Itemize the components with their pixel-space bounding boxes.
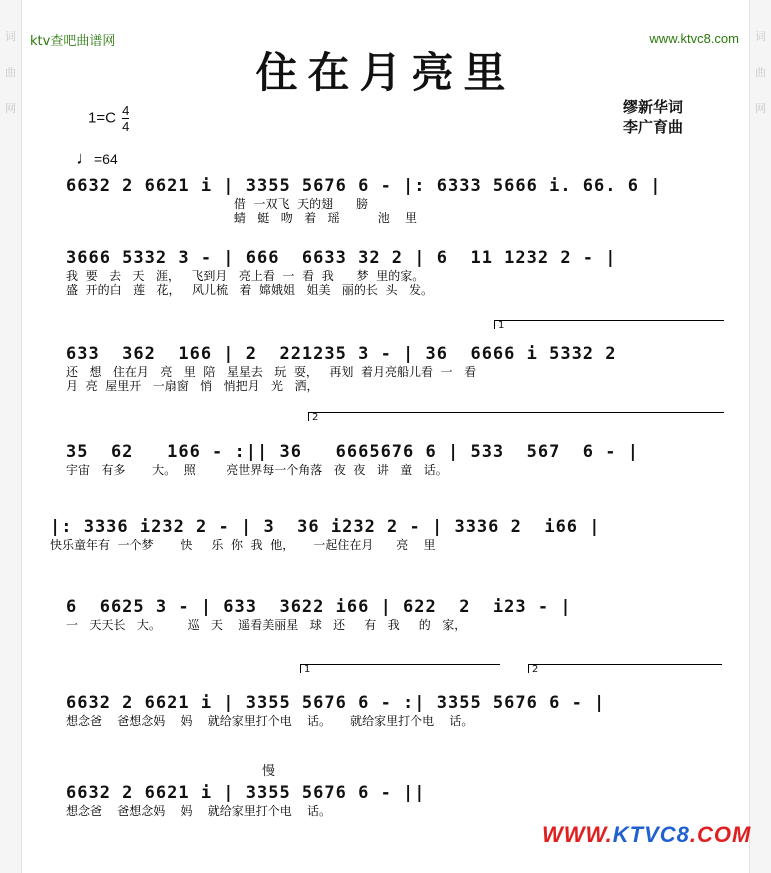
notation: |: 3336 i232 2 - | 3 36 i232 2 - | 3336 2 i66 | xyxy=(50,517,601,537)
watermark-char: 词 xyxy=(755,30,766,43)
lyric-verse-2: 月 亮 屋里开 一扇窗 悄 悄把月 光 洒， xyxy=(66,379,319,393)
notation: 633 362 166 | 2 221235 3 - | 36 6666 i 5332 2 xyxy=(66,344,617,364)
lyric-verse-1: 想念爸 爸想念妈 妈 就给家里打个电 话。 xyxy=(66,804,332,818)
volta-number: 2 xyxy=(532,664,539,675)
notation: 6 6625 3 - | 633 3622 i66 | 622 2 i23 - | xyxy=(66,597,572,617)
time-top: 4 xyxy=(122,103,130,118)
lyric-verse-1: 想念爸 爸想念妈 妈 就给家里打个电 话。 就给家里打个电 话。 xyxy=(66,714,474,728)
volta-number: 1 xyxy=(304,664,311,675)
score-line xyxy=(66,782,726,818)
score-line xyxy=(66,596,726,632)
watermark-char: 网 xyxy=(755,102,766,115)
score-line xyxy=(66,441,726,477)
slow-marking: 慢 xyxy=(262,764,276,779)
score-line xyxy=(66,175,726,225)
lyric-verse-1: 一 天天长 大。 巡 天 遥看美丽星 球 还 有 我 的 家， xyxy=(66,618,467,632)
tempo-value: =64 xyxy=(94,151,118,167)
score-line xyxy=(66,343,726,393)
volta-bracket xyxy=(300,664,500,673)
time-signature xyxy=(122,103,129,134)
tempo-marking xyxy=(76,148,118,169)
site-logo[interactable] xyxy=(542,822,751,848)
key-label: 1=C xyxy=(88,109,116,127)
logo-brand: KTVC8 xyxy=(612,822,690,847)
volta-bracket xyxy=(528,664,722,673)
logo-prefix: WWW. xyxy=(542,822,613,847)
logo-suffix: .COM xyxy=(689,822,752,847)
credits xyxy=(623,97,683,137)
notation: 6632 2 6621 i | 3355 5676 6 - || xyxy=(66,783,426,803)
volta-bracket xyxy=(308,412,724,421)
watermark-char: 词 xyxy=(5,30,16,43)
watermark-char: 曲 xyxy=(755,66,766,79)
time-bottom: 4 xyxy=(122,119,130,134)
song-title: 住在月亮里 xyxy=(255,48,516,97)
lyric-verse-1: 借 一双飞 天的翅 膀 xyxy=(66,197,368,211)
watermark-char: 曲 xyxy=(5,66,16,79)
lyric-verse-1: 还 想 住在月 亮 里 陪 星星去 玩 耍， 再划 着月亮船儿看 一 看 xyxy=(66,365,477,379)
notation: 3666 5332 3 - | 666 6633 32 2 | 6 11 1232 2 - | xyxy=(66,248,617,268)
score-line xyxy=(66,247,726,297)
site-name-link[interactable]: ktv查吧曲谱网 xyxy=(30,34,116,49)
site-url-link[interactable]: www.ktvc8.com xyxy=(649,31,739,46)
key-signature xyxy=(88,103,129,134)
score-line xyxy=(50,516,710,552)
lyricist: 缪新华词 xyxy=(623,98,684,116)
left-watermark-strip xyxy=(0,0,22,873)
notation: 6632 2 6621 i | 3355 5676 6 - :| 3355 5676 6 - | xyxy=(66,693,606,713)
lyric-verse-2: 蜻 蜓 吻 着 瑶 池 里 xyxy=(66,211,418,225)
notation: 6632 2 6621 i | 3355 5676 6 - |: 6333 5666 i. 66. 6 | xyxy=(66,176,662,196)
score-line xyxy=(66,692,726,728)
volta-number: 1 xyxy=(498,320,505,331)
lyric-verse-1: 快乐童年有 一个梦 快 乐 你 我 他， 一起住在月 亮 里 xyxy=(50,538,436,552)
volta-bracket xyxy=(494,320,724,329)
right-watermark-strip xyxy=(749,0,771,873)
notation: 35 62 166 - :|| 36 6665676 6 | 533 567 6 - | xyxy=(66,442,639,462)
quarter-note-icon: ♩ xyxy=(76,148,94,168)
lyric-verse-2: 盛 开的白 莲 花， 风儿梳 着 嫦娥姐 姐美 丽的长 头 发。 xyxy=(66,283,433,297)
lyric-verse-1: 我 要 去 天 涯， 飞到月 亮上看 一 看 我 梦 里的家。 xyxy=(66,269,425,283)
watermark-char: 网 xyxy=(5,102,16,115)
lyric-verse-1: 宇宙 有多 大。 照 亮世界每一个角落 夜 夜 讲 童 话。 xyxy=(66,463,448,477)
composer: 李广育曲 xyxy=(623,118,684,136)
volta-number: 2 xyxy=(312,412,319,423)
